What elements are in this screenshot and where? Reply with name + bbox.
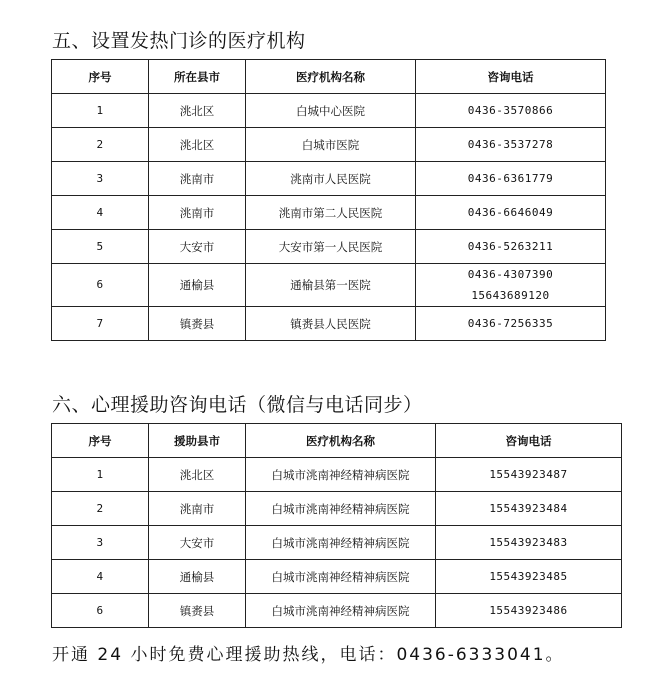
table-header-row	[52, 60, 606, 94]
row-phone: 15543923484	[436, 492, 622, 526]
table-row	[52, 196, 606, 230]
row-phone-mobile: 15643689120	[471, 288, 550, 302]
row-county: 洮南市	[149, 492, 246, 526]
row-institution: 通榆县第一医院	[246, 264, 416, 307]
row-phone: 0436-3570866	[416, 94, 606, 128]
row-institution: 白城中心医院	[246, 94, 416, 128]
row-phone: 0436-6646049	[416, 196, 606, 230]
row-institution: 白城市洮南神经精神病医院	[246, 492, 436, 526]
row-phone: 0436-7256335	[416, 307, 606, 341]
header-phone: 咨询电话	[436, 424, 622, 458]
row-county: 镇赉县	[149, 594, 246, 628]
section1-title: 五、设置发热门诊的医疗机构	[52, 30, 306, 52]
table-row	[52, 94, 606, 128]
row-no: 3	[52, 526, 149, 560]
row-institution: 白城市洮南神经精神病医院	[246, 594, 436, 628]
table-row	[52, 128, 606, 162]
row-no: 2	[52, 492, 149, 526]
header-institution: 医疗机构名称	[246, 60, 416, 94]
row-institution: 洮南市人民医院	[246, 162, 416, 196]
table-row	[52, 307, 606, 341]
row-institution: 白城市洮南神经精神病医院	[246, 458, 436, 492]
row-no: 4	[52, 560, 149, 594]
row-institution: 大安市第一人民医院	[246, 230, 416, 264]
header-phone: 咨询电话	[416, 60, 606, 94]
row-institution: 白城市洮南神经精神病医院	[246, 526, 436, 560]
row-no: 5	[52, 230, 149, 264]
psych-aid-table	[51, 423, 622, 628]
row-phone: 0436-5263211	[416, 230, 606, 264]
header-no: 序号	[52, 424, 149, 458]
row-no: 1	[52, 458, 149, 492]
row-phone: 0436-4307390	[467, 267, 554, 281]
row-no: 2	[52, 128, 149, 162]
row-county: 大安市	[149, 526, 246, 560]
table-row	[52, 526, 622, 560]
row-county: 洮北区	[149, 458, 246, 492]
row-county: 洮北区	[149, 94, 246, 128]
row-county: 洮北区	[149, 128, 246, 162]
header-no: 序号	[52, 60, 149, 94]
row-phone-multi	[416, 264, 606, 307]
table-row	[52, 492, 622, 526]
row-no: 7	[52, 307, 149, 341]
row-no: 4	[52, 196, 149, 230]
row-county: 洮南市	[149, 162, 246, 196]
row-phone: 0436-6361779	[416, 162, 606, 196]
table-row	[52, 594, 622, 628]
table-row	[52, 264, 606, 307]
table-header-row	[52, 424, 622, 458]
row-no: 6	[52, 594, 149, 628]
row-institution: 镇赉县人民医院	[246, 307, 416, 341]
header-county: 援助县市	[149, 424, 246, 458]
row-phone: 15543923485	[436, 560, 622, 594]
row-county: 通榆县	[149, 560, 246, 594]
row-county: 洮南市	[149, 196, 246, 230]
hotline-note: 开通 24 小时免费心理援助热线，电话：0436-6333041。	[52, 645, 565, 665]
row-institution: 洮南市第二人民医院	[246, 196, 416, 230]
row-institution: 白城市洮南神经精神病医院	[246, 560, 436, 594]
fever-clinic-table	[51, 59, 606, 341]
table-row	[52, 560, 622, 594]
header-institution: 医疗机构名称	[246, 424, 436, 458]
row-no: 6	[52, 264, 149, 307]
row-no: 3	[52, 162, 149, 196]
row-phone: 15543923486	[436, 594, 622, 628]
row-phone: 0436-3537278	[416, 128, 606, 162]
row-phone: 15543923483	[436, 526, 622, 560]
row-county: 镇赉县	[149, 307, 246, 341]
row-county: 通榆县	[149, 264, 246, 307]
row-institution: 白城市医院	[246, 128, 416, 162]
table-row	[52, 230, 606, 264]
header-county: 所在县市	[149, 60, 246, 94]
row-phone: 15543923487	[436, 458, 622, 492]
row-no: 1	[52, 94, 149, 128]
row-county: 大安市	[149, 230, 246, 264]
table-row	[52, 162, 606, 196]
table-row	[52, 458, 622, 492]
section2-title: 六、心理援助咨询电话（微信与电话同步）	[52, 394, 423, 416]
